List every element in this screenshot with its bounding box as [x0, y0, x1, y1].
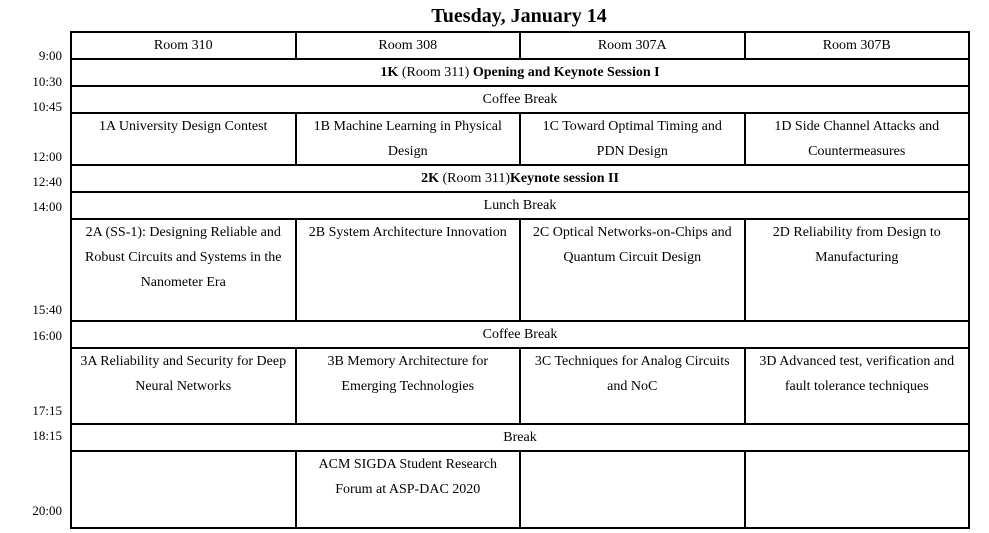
keynote-1 — [71, 59, 969, 86]
session-row — [71, 348, 969, 424]
session-cell: 3B Memory Architecture for Emerging Technologies — [296, 348, 521, 424]
session-cell: 1A University Design Contest — [71, 113, 296, 165]
time-label: 20:00 — [32, 503, 62, 518]
room-header: Room 310 — [71, 32, 296, 59]
session-cell: 3A Reliability and Security for Deep Neural Networks — [71, 348, 296, 424]
break-row — [71, 424, 969, 451]
break-row — [71, 192, 969, 219]
time-label: 14:00 — [32, 199, 62, 214]
time-label: 18:15 — [32, 428, 62, 443]
session-cell: 2D Reliability from Design to Manufacturing — [745, 219, 970, 321]
keynote-code: 2K — [421, 171, 439, 186]
evening-cell — [520, 451, 745, 528]
time-label: 17:15 — [32, 403, 62, 418]
keynote-room: (Room 311) — [442, 171, 511, 186]
session-cell: 2B System Architecture Innovation — [296, 219, 521, 321]
keynote-name: Opening and Keynote Session I — [472, 65, 660, 80]
session-cell: 1C Toward Optimal Timing and PDN Design — [520, 113, 745, 165]
session-cell: 1B Machine Learning in Physical Design — [296, 113, 521, 165]
coffee-break: Coffee Break — [71, 321, 969, 348]
break: Break — [71, 424, 969, 451]
break-row — [71, 321, 969, 348]
room-header: Room 307A — [520, 32, 745, 59]
keynote-code: 1K — [380, 65, 399, 80]
evening-row — [71, 451, 969, 528]
keynote-2 — [71, 165, 969, 192]
session-cell: 3C Techniques for Analog Circuits and NoC — [520, 348, 745, 424]
page-title: Tuesday, January 14 — [431, 5, 607, 27]
schedule-table — [70, 31, 970, 529]
evening-cell — [71, 451, 296, 528]
keynote-row — [71, 165, 969, 192]
time-label: 10:30 — [32, 74, 62, 89]
coffee-break: Coffee Break — [71, 86, 969, 113]
session-row — [71, 219, 969, 321]
time-label: 12:00 — [32, 149, 62, 164]
keynote-room: (Room 311) — [401, 65, 470, 80]
time-label: 16:00 — [32, 328, 62, 343]
session-cell: 2C Optical Networks-on-Chips and Quantum Circuit Design — [520, 219, 745, 321]
session-row — [71, 113, 969, 165]
lunch-break: Lunch Break — [71, 192, 969, 219]
room-header: Room 308 — [296, 32, 521, 59]
evening-cell: ACM SIGDA Student Research Forum at ASP-DAC 2020 — [296, 451, 521, 528]
break-row — [71, 86, 969, 113]
time-label: 10:45 — [32, 99, 62, 114]
session-cell: 1D Side Channel Attacks and Countermeasures — [745, 113, 970, 165]
session-cell: 3D Advanced test, verification and fault tolerance techniques — [745, 348, 970, 424]
room-header: Room 307B — [745, 32, 970, 59]
keynote-name: Keynote session II — [510, 171, 619, 186]
keynote-row — [71, 59, 969, 86]
session-cell: 2A (SS-1): Designing Reliable and Robust Circuits and Systems in the Nanometer Era — [71, 219, 296, 321]
time-label: 12:40 — [32, 174, 62, 189]
time-label: 9:00 — [38, 48, 62, 63]
evening-cell — [745, 451, 970, 528]
room-header-row — [71, 32, 969, 59]
time-label: 15:40 — [32, 302, 62, 317]
